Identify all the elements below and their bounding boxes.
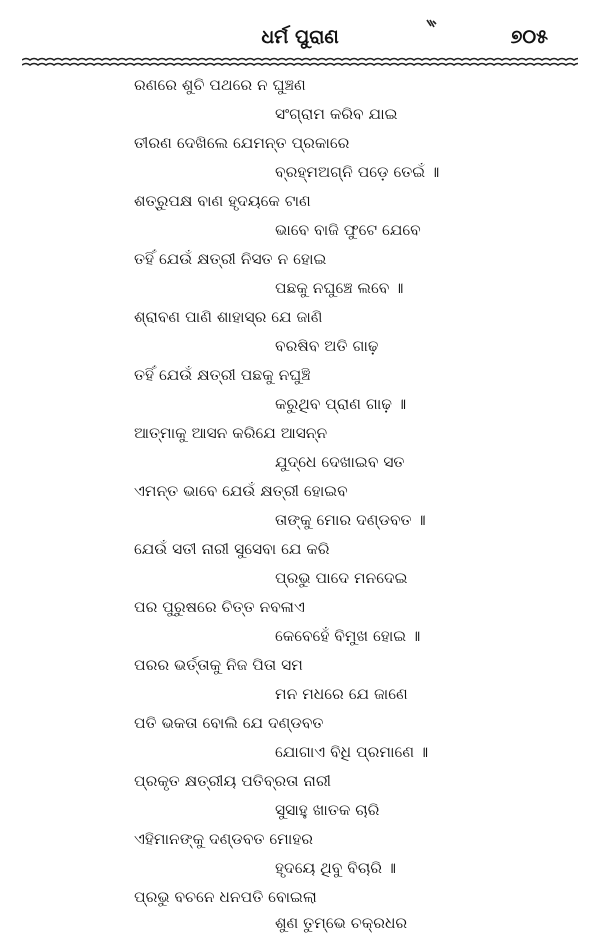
verse-line-6: ଭାବେ ବାଜି ଫୁଟେ ଯେବେ (275, 221, 421, 239)
verse-line-2: ସଂଗ୍ରାମ କରିବ ଯାଇ (275, 105, 398, 123)
verse-line-10: ବରଷିବ ଅତି ଗାଢ଼ (275, 337, 379, 355)
verse-line-22: ମନ ମଧରେ ଯେ ଜାଣେ (275, 685, 408, 703)
ink-mark-icon (424, 18, 438, 32)
verse-line-15: ଏମନ୍ତ ଭାବେ ଯେଉଁ କ୍ଷତ୍ରୀ ହୋଇବ (134, 482, 348, 500)
verse-line-5: ଶତ୍ରୁପକ୍ଷ ବାଣ ହୃଦୟକେ ଟାଣ (134, 192, 311, 210)
verse-line-18: ପ୍ରଭୁ ପାଦେ ମନଦେଇ (275, 569, 408, 587)
verse-line-29: ପ୍ରଭୁ ବଚନେ ଧନପତି ବୋଇଲା (134, 888, 317, 906)
wavy-rule-divider (22, 56, 578, 68)
verse-line-30: ଶୁଣ ତୁମ୍ଭେ ଚକ୍ରଧର (275, 914, 408, 932)
verse-line-14: ଯୁଦ୍ଧେ ଦେଖାଇବ ସତ (275, 453, 405, 471)
verse-line-27: ଏହିମାନଙ୍କୁ ଦଣ୍ଡବତ ମୋହର (134, 830, 314, 848)
verse-line-20: କେବେହେଁ ବିମୁଖ ହୋଇ ॥ (275, 627, 421, 645)
verse-line-3: ତୀରଣ ଦେଖିଲେ ଯେମନ୍ତ ପ୍ରକାରେ (134, 134, 350, 152)
verse-line-16: ତାଙ୍କୁ ମୋର ଦଣ୍ଡବତ ॥ (275, 511, 426, 529)
page-title: ଧର୍ମ ପୁରାଣ (261, 26, 339, 48)
verse-line-24: ଯୋଗାଏ ବିଧି ପ୍ରମାଣେ ॥ (275, 743, 429, 761)
verse-line-25: ପ୍ରକୃତ କ୍ଷତ୍ରୀୟ ପତିବ୍ରତା ନାରୀ (134, 772, 331, 790)
verse-line-8: ପଛକୁ ନଘୁଞ୍ଚେ ଲବେ ॥ (275, 279, 404, 297)
verse-line-19: ପର ପୁରୁଷରେ ଚିତ୍ତ ନବଳାଏ (134, 598, 305, 616)
verse-line-26: ସୁସାହୁ ଖାତକ ଚାରି (275, 801, 380, 819)
verse-line-17: ଯେଉଁ ସତୀ ନାରୀ ସୁସେବା ଯେ କରି (134, 540, 330, 558)
verse-line-13: ଆତ୍ମାକୁ ଆସନ କରିଯେ ଆସନ୍ନ (134, 424, 328, 442)
verse-line-7: ତହିଁ ଯେଉଁ କ୍ଷତ୍ରୀ ନିସତ ନ ହୋଇ (134, 250, 327, 268)
verse-line-23: ପତି ଭକତା ବୋଲି ଯେ ଦଣ୍ଡବତ (134, 714, 324, 732)
verse-line-1: ରଣରେ ଶୁଚି ପଥରେ ନ ଘୁଞ୍ଚଣ (134, 76, 306, 94)
verse-line-28: ହୃଦୟେ ଥିବୁ ବିଚାରି ॥ (275, 859, 397, 877)
page-number: ୭୦୫ (510, 26, 548, 48)
verse-line-21: ପରର ଭର୍ତ୍ତାକୁ ନିଜ ପିତା ସମ (134, 656, 303, 674)
verse-line-11: ତହିଁ ଯେଉଁ କ୍ଷତ୍ରୀ ପଛକୁ ନଘୁଞ୍ଚି (134, 366, 311, 384)
verse-line-9: ଶ୍ରାବଣ ପାଣି ଶାହାସ୍ର ଯେ ଜାଣି (134, 308, 323, 326)
verse-line-4: ବ୍ରହ୍ମଅଗ୍ନି ପଡ଼େ ତେଇଁ ॥ (275, 163, 440, 181)
verse-line-12: କରୁଥିବ ପ୍ରାଣ ଗାଢ଼ ॥ (275, 395, 407, 413)
